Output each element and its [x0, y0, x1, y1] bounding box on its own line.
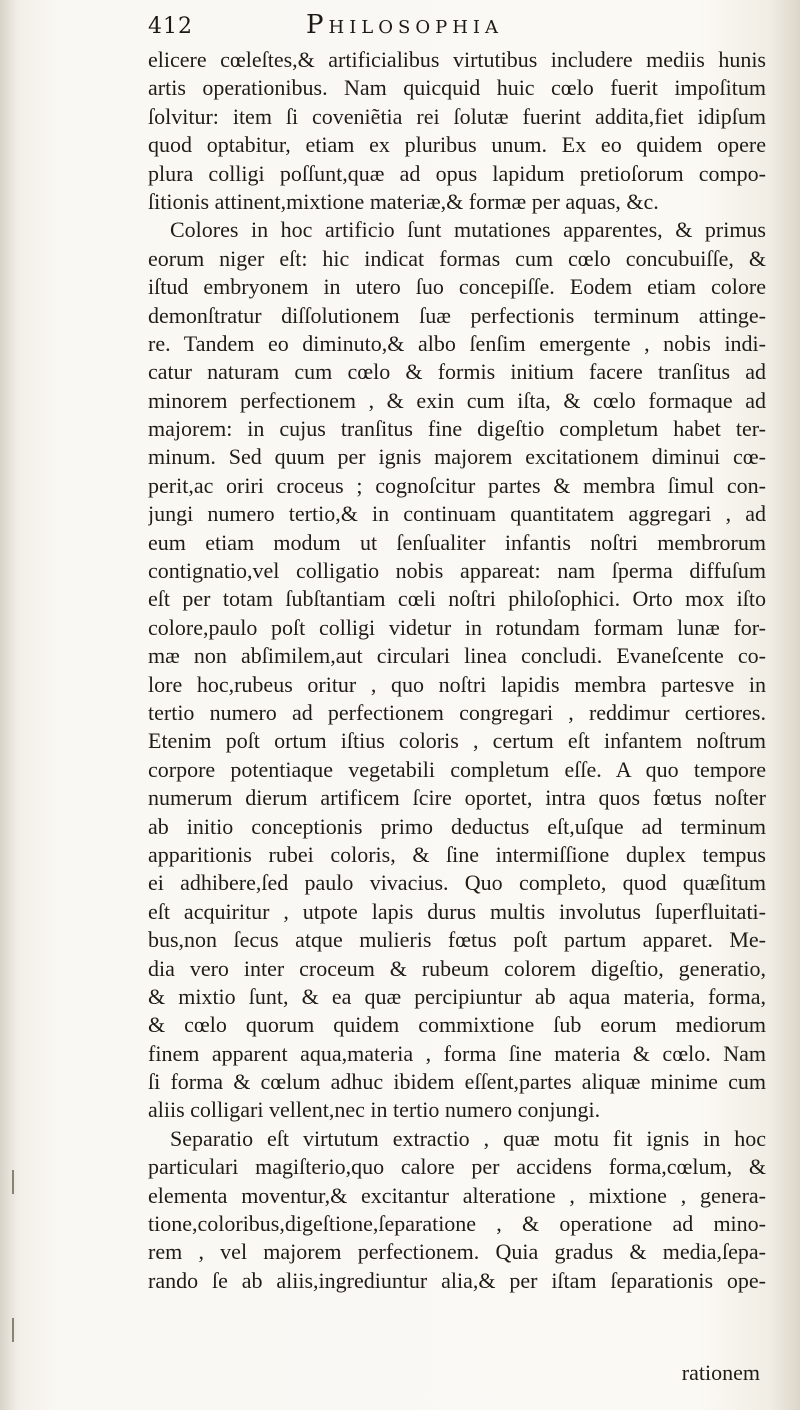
text-line: corpore potentiaque vegetabili completum eſſe. A quo tempore	[148, 756, 766, 782]
text-line: quod optabitur, etiam ex pluribus unum. Ex eo quidem opere	[148, 132, 766, 158]
paragraph-start-line: Separatio eſt virtutum extractio , quæ motu fit ignis in hoc	[170, 1125, 766, 1151]
text-line: elementa moventur,& excitantur alteratione , mixtione , genera-	[148, 1182, 766, 1208]
text-line: eum etiam modum ut ſenſualiter infantis noſtri membrorum	[148, 529, 766, 555]
text-line: bus,non ſecus atque mulieris fœtus poſt partum apparet. Me-	[148, 927, 766, 953]
text-line: ei adhibere,ſed paulo vivacius. Quo completo, quod quæſitum	[148, 870, 766, 896]
text-line: rem , vel majorem perfectionem. Quia gradus & media,ſepa-	[148, 1239, 766, 1265]
text-line: re. Tandem eo diminuto,& albo ſenſim emergente , nobis indi-	[148, 330, 766, 356]
text-line: elicere cœleſtes,& artificialibus virtutibus includere mediis hunis	[148, 47, 766, 72]
page-header	[148, 10, 768, 50]
text-line: tertio numero ad perfectionem congregari , reddimur certiores.	[148, 699, 766, 725]
text-line: aliis colligari vellent,nec in tertio numero conjungi.	[148, 1097, 601, 1123]
text-line: finem apparent aqua,materia , forma ſine materia & cœlo. Nam	[148, 1040, 766, 1066]
text-line: mæ non abſimilem,aut circulari linea concludi. Evaneſcente co-	[148, 643, 766, 669]
running-head: Philosophia	[306, 10, 504, 40]
text-line: colore,paulo poſt colligi videtur in rotundam formam lunæ for-	[148, 614, 766, 640]
text-line: contignatio,vel colligatio nobis appareat: nam ſperma diffuſum	[148, 558, 766, 584]
text-line: ſi forma & cœlum adhuc ibidem eſſent,partes aliquæ minime cum	[148, 1069, 766, 1095]
margin-mark	[12, 1318, 14, 1342]
text-line: jungi numero tertio,& in continuam quantitatem aggregari , ad	[148, 501, 766, 527]
text-line: Etenim poſt ortum iſtius coloris , certum eſt infantem noſtrum	[148, 728, 766, 754]
text-line: lore hoc,rubeus oritur , quo noſtri lapidis membra partesve in	[148, 671, 766, 697]
paragraph-start-line: Colores in hoc artificio ſunt mutationes apparentes, & primus	[170, 217, 766, 243]
margin-mark	[12, 1170, 14, 1194]
text-line: majorem: in cujus tranſitus fine digeſtio completum habet ter-	[148, 416, 766, 442]
text-line: rando ſe ab aliis,ingrediuntur alia,& per iſtam ſeparationis ope-	[148, 1267, 766, 1293]
text-line: eorum niger eſt: hic indicat formas cum cœlo concubuiſſe, &	[148, 245, 766, 271]
catchword: rationem	[681, 1360, 760, 1385]
text-line: eſt per totam ſubſtantiam cœli noſtri philoſophici. Orto mox iſto	[148, 586, 766, 612]
text-line: eſt acquiritur , utpote lapis durus multis involutus ſuperfluitati-	[148, 898, 766, 924]
text-line: numerum dierum artificem ſcire oportet, intra quos fœtus noſter	[148, 785, 766, 811]
text-line: minorem perfectionem , & exin cum iſta, & cœlo formaque ad	[148, 387, 766, 413]
text-line: demonſtratur diſſolutionem ſuæ perfectionis terminum attinge-	[148, 302, 766, 328]
text-line: ſolvitur: item ſi coveniẽtia rei ſolutæ fuerint addita,fiet idipſum	[148, 103, 766, 129]
text-line: minum. Sed quum per ignis majorem excitationem diminui cœ-	[148, 444, 766, 470]
text-line: perit,ac oriri croceus ; cognoſcitur partes & membra ſimul con-	[148, 472, 766, 498]
text-line: & cœlo quorum quidem commixtione ſub eorum mediorum	[148, 1012, 766, 1038]
text-line: & mixtio ſunt, & ea quæ percipiuntur ab aqua materia, forma,	[148, 983, 766, 1009]
text-line: plura colligi poſſunt,quæ ad opus lapidum pretioſorum compo-	[148, 160, 766, 186]
text-line: particulari magiſterio,quo calore per accidens forma,cœlum, &	[148, 1154, 766, 1180]
text-line: catur naturam cum cœlo & formis initium facere tranſitus ad	[148, 359, 766, 385]
text-line: tione,coloribus,digeſtione,ſeparatione , & operatione ad mino-	[148, 1211, 766, 1237]
text-line: dia vero inter croceum & rubeum colorem digeſtio, generatio,	[148, 955, 766, 981]
text-line: ſitionis attinent,mixtione materiæ,& formæ per aquas, &c.	[148, 188, 659, 214]
text-line: iſtud embryonem in utero ſuo concepiſſe. Eodem etiam colore	[148, 274, 766, 300]
text-line: ab initio conceptionis primo deductus eſt,uſque ad terminum	[148, 813, 766, 839]
page-number: 412	[148, 14, 193, 39]
body-text	[148, 46, 766, 1295]
text-line: apparitionis rubei coloris, & ſine intermiſſione duplex tempus	[148, 841, 766, 867]
text-line: artis operationibus. Nam quicquid huic cœlo fuerit impoſitum	[148, 75, 766, 101]
